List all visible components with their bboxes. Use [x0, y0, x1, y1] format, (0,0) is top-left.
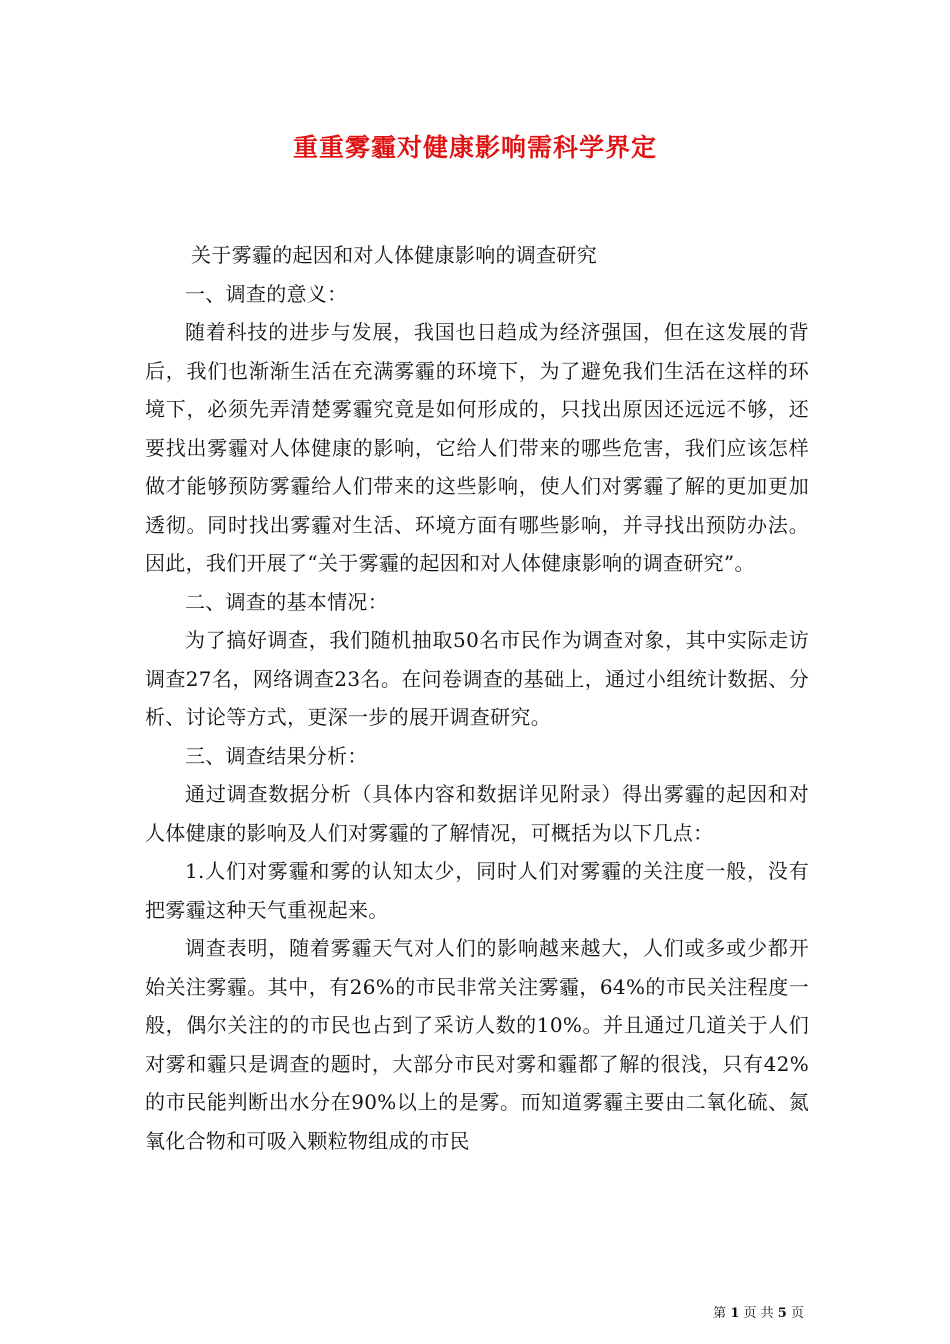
section-heading-1: 一、调查的意义：: [185, 281, 348, 306]
paragraph: 调查表明，随着雾霾天气对人们的影响越来越大，人们或多或少都开始关注雾霾。其中，有26%的市民非常关注雾霾，64%的市民关注程度一般，偶尔关注的的市民也占到了采访人数的10%。并且通过几道关于人们对雾和霾只是调查的题时，大部分市民对雾和霾都了解的很浅，只有42%的市民能判断出水分在90%以上的是雾。而知道雾霾主要由二氧化硫、氮氧化合物和可吸入颗粒物组成的市民: [145, 936, 809, 1153]
footer-suffix: 页: [790, 1306, 804, 1321]
footer-prefix: 第: [713, 1306, 727, 1321]
page-footer: [713, 1302, 804, 1321]
paragraph: 为了搞好调查，我们随机抽取50名市民作为调查对象，其中实际走访调查27名，网络调查23名。在问卷调查的基础上，通过小组统计数据、分析、讨论等方式，更深一步的展开调查研究。: [145, 628, 809, 729]
paragraph: 通过调查数据分析（具体内容和数据详见附录）得出雾霾的起因和对人体健康的影响及人们对雾霾的了解情况，可概括为以下几点：: [145, 782, 809, 845]
paragraph: 随着科技的进步与发展，我国也日趋成为经济强国，但在这发展的背后，我们也渐渐生活在充满雾霾的环境下，为了避免我们生活在这样的环境下，必须先弄清楚雾霾究竟是如何形成的，只找出原因还远远不够，还要找出雾霾对人体健康的影响，它给人们带来的哪些危害，我们应该怎样做才能够预防雾霾给人们带来的这些影响，使人们对雾霾了解的更加更加透彻。同时找出雾霾对生活、环境方面有哪些影响，并寻找出预防办法。因此，我们开展了“关于雾霾的起因和对人体健康影响的调查研究”。: [145, 320, 809, 575]
paragraph: 1.人们对雾霾和雾的认知太少，同时人们对雾霾的关注度一般，没有把雾霾这种天气重视起来。: [145, 859, 809, 922]
section-heading-2: 二、调查的基本情况：: [185, 589, 388, 614]
footer-page-current: 1: [730, 1306, 740, 1321]
document-title: 重重雾霾对健康影响需科学界定: [292, 133, 657, 162]
footer-middle: 页 共: [743, 1306, 774, 1321]
document-body: [145, 236, 809, 1160]
section-heading-3: 三、调查结果分析：: [185, 743, 368, 768]
footer-page-total: 5: [777, 1306, 787, 1321]
paragraph-subtitle: 关于雾霾的起因和对人体健康影响的调查研究: [191, 243, 597, 267]
